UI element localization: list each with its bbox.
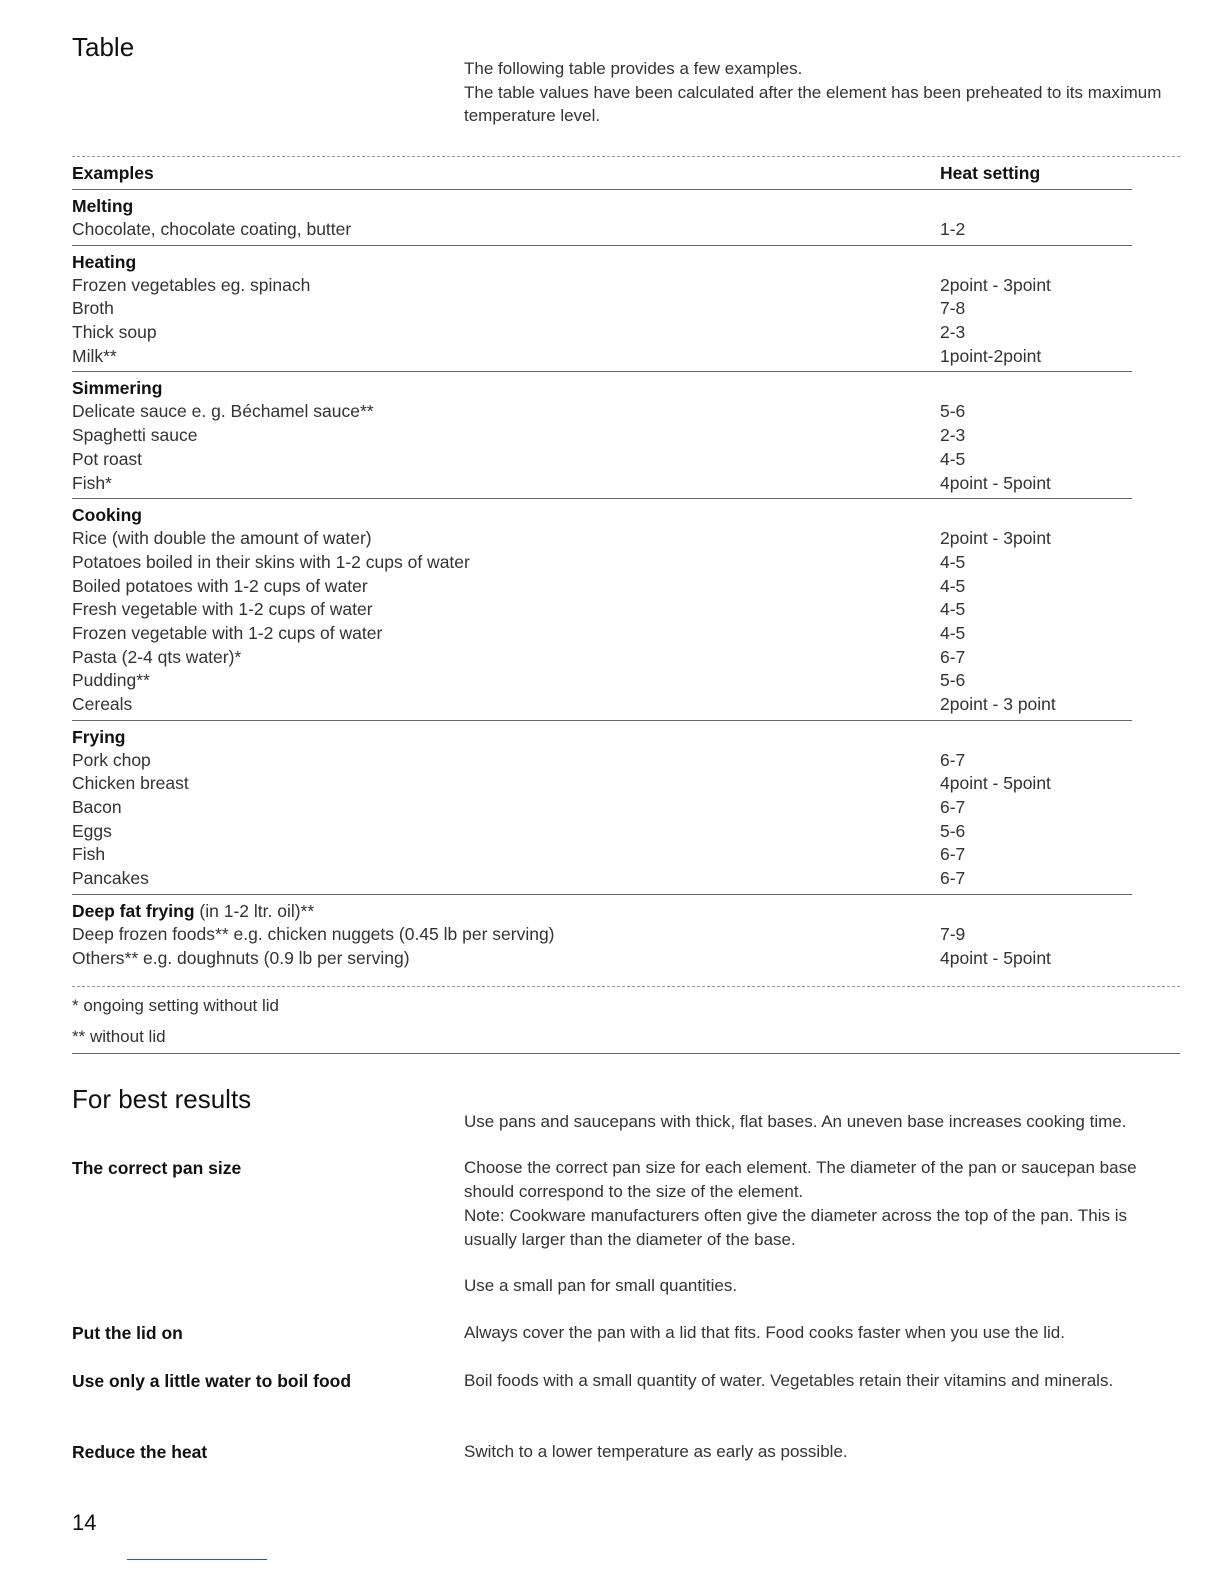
example-cell: Delicate sauce e. g. Béchamel sauce** [72,401,374,422]
example-cell: Potatoes boiled in their skins with 1-2 cups of water [72,551,470,572]
group-heading [72,376,1132,400]
table-group [72,190,1132,246]
tip-paragraph: Note: Cookware manufacturers often give the diameter across the top of the pan. This is usually larger than the diameter of the base. [464,1206,1128,1249]
table-row [72,345,1132,369]
table-row [72,843,1132,867]
tip-label: Reduce the heat [72,1442,208,1462]
example-cell: Boiled potatoes with 1-2 cups of water [72,575,368,596]
example-cell: Frozen vegetable with 1-2 cups of water [72,622,383,643]
group-title: Frying [72,726,126,747]
example-cell: Pot roast [72,448,143,469]
heat-setting-cell: 4point - 5point [940,773,1051,794]
example-cell: Deep frozen foods** e.g. chicken nuggets (0.45 lb per serving) [72,923,555,944]
tip-text [464,1156,1184,1298]
table-row [72,321,1132,345]
table-intro-line: The table values have been calculated after the element has been preheated to its maximum temperature level. [464,82,1162,125]
heat-setting-cell: 5-6 [940,820,966,841]
heat-setting-cell: 1-2 [940,219,966,239]
table-row [72,297,1132,321]
group-heading [72,250,1132,274]
table-group [72,721,1132,895]
column-header-examples: Examples [72,163,154,183]
heat-setting-cell: 4-5 [940,599,966,620]
example-cell: Cereals [72,694,133,714]
heat-setting-cell: 6-7 [940,844,966,865]
table-row [72,749,1132,773]
table-row [72,598,1132,622]
example-cell: Fish [72,844,106,865]
heat-setting-cell: 6-7 [940,646,966,667]
heat-setting-table [72,160,1132,973]
example-cell: Spaghetti sauce [72,425,198,446]
tip-text [464,1369,1184,1393]
table-row [72,820,1132,844]
table-row [72,448,1132,472]
example-cell: Pork chop [72,749,151,770]
table-row [72,274,1132,298]
tip-label: The correct pan size [72,1158,242,1178]
example-cell: Thick soup [72,322,157,343]
table-header-row [72,160,1132,190]
table-row [72,947,1132,971]
example-cell: Fresh vegetable with 1-2 cups of water [72,599,373,620]
group-heading [72,503,1132,527]
example-cell: Bacon [72,797,122,818]
example-cell: Pudding** [72,670,150,691]
best-results-intro: Use pans and saucepans with thick, flat bases. An uneven base increases cooking time. [464,1112,1127,1131]
heat-setting-cell: 4-5 [940,575,966,596]
table-row [72,575,1132,599]
page-number: 14 [72,1510,97,1535]
tip-paragraph: Switch to a lower temperature as early as possible. [464,1442,848,1461]
heat-setting-cell: 1point-2point [940,345,1042,366]
heat-setting-cell: 6-7 [940,749,966,770]
group-title: Deep fat frying [72,900,195,921]
table-row [72,867,1132,891]
heat-setting-cell: 4point - 5point [940,472,1051,493]
example-cell: Fish* [72,472,112,493]
tip-label: Put the lid on [72,1323,183,1343]
table-footnotes [72,990,1180,1052]
group-heading [72,725,1132,749]
heat-setting-cell: 2point - 3point [940,528,1051,549]
table-row [72,472,1132,496]
tip-label: Use only a little water to boil food [72,1371,352,1391]
example-cell: Rice (with double the amount of water) [72,528,372,549]
heat-setting-cell: 2point - 3 point [940,694,1056,714]
table-row [72,551,1132,575]
best-results-heading: For best results [72,1084,252,1114]
example-cell: Others** e.g. doughnuts (0.9 lb per serving) [72,947,410,968]
group-heading [72,899,1132,923]
example-cell: Chicken breast [72,773,189,794]
table-group [72,895,1132,973]
group-title: Simmering [72,378,163,399]
heat-setting-cell: 4-5 [940,448,966,469]
group-title: Cooking [72,505,142,526]
table-intro [464,57,1184,128]
table-body [72,190,1132,973]
table-row [72,796,1132,820]
heat-setting-cell: 5-6 [940,401,966,422]
table-row [72,622,1132,646]
example-cell: Broth [72,298,114,319]
heat-setting-cell: 6-7 [940,868,966,889]
group-note: (in 1-2 ltr. oil)** [199,900,315,921]
heat-setting-cell: 4point - 5point [940,947,1051,968]
example-cell: Frozen vegetables eg. spinach [72,274,311,295]
footnotes-divider [72,1053,1180,1054]
tip-paragraph: Choose the correct pan size for each element. The diameter of the pan or saucepan base should correspond to the size of the element. [464,1158,1137,1201]
tip-text [464,1321,1184,1345]
table-row [72,218,1132,242]
group-title: Melting [72,196,134,216]
table-row [72,923,1132,947]
heat-setting-cell: 2-3 [940,425,966,446]
column-header-heat-setting: Heat setting [940,163,1041,183]
heat-setting-cell: 4-5 [940,622,966,643]
table-top-divider [72,156,1180,157]
heat-setting-cell: 7-9 [940,923,966,944]
table-group [72,372,1132,499]
table-section-heading: Table [72,32,135,62]
table-row [72,424,1132,448]
table-row [72,669,1132,693]
footnote: * ongoing setting without lid [72,996,279,1015]
heat-setting-cell: 6-7 [940,797,966,818]
example-cell: Pancakes [72,868,149,889]
table-row [72,693,1132,717]
table-row [72,772,1132,796]
example-cell: Milk** [72,345,117,366]
heat-setting-cell: 2-3 [940,322,966,343]
tip-text [464,1440,1184,1464]
group-title: Heating [72,251,137,272]
table-row [72,527,1132,551]
table-group [72,246,1132,373]
heat-setting-cell: 2point - 3point [940,274,1051,295]
example-cell: Chocolate, chocolate coating, butter [72,219,352,239]
table-row [72,400,1132,424]
tip-paragraph: Use a small pan for small quantities. [464,1276,738,1295]
heat-setting-cell: 5-6 [940,670,966,691]
tip-paragraph: Always cover the pan with a lid that fits. Food cooks faster when you use the lid. [464,1323,1065,1342]
footnote: ** without lid [72,1027,166,1046]
example-cell: Pasta (2-4 qts water)* [72,646,242,667]
footer-rule [127,1559,267,1560]
tip-paragraph: Boil foods with a small quantity of water. Vegetables retain their vitamins and minerals. [464,1371,1114,1390]
table-bottom-divider [72,986,1180,987]
group-heading [72,194,1132,218]
heat-setting-cell: 4-5 [940,551,966,572]
table-group [72,499,1132,721]
example-cell: Eggs [72,820,112,841]
heat-setting-cell: 7-8 [940,298,966,319]
table-row [72,646,1132,670]
table-intro-line: The following table provides a few examples. [464,59,803,78]
